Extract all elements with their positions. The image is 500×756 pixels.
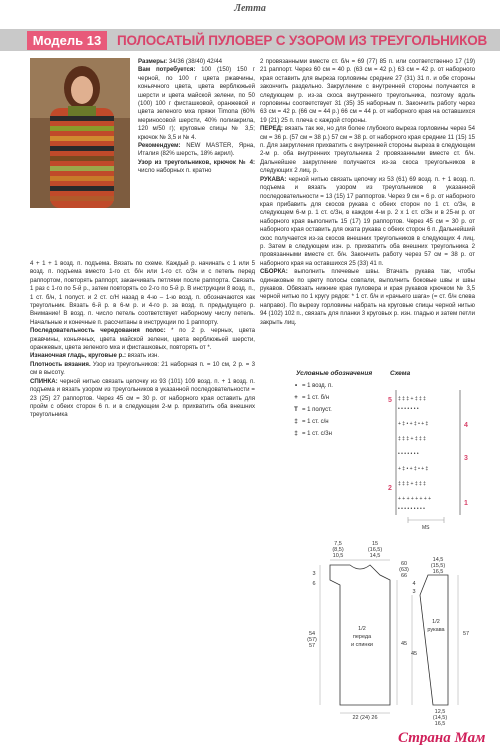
paragraph-purl (30, 352, 255, 360)
dim: 16,5 (434, 721, 446, 727)
dim: (57) (307, 637, 317, 643)
dim: (16,5) (367, 547, 383, 553)
dim: 45 (410, 651, 418, 657)
svg-text:‡ ‡ ‡ + ‡ ‡ ‡: ‡ ‡ ‡ + ‡ ‡ ‡ (398, 481, 426, 487)
paragraph-materials (138, 66, 255, 142)
svg-text:‡ ‡ ‡ + ‡ ‡ ‡: ‡ ‡ ‡ + ‡ ‡ ‡ (398, 396, 426, 402)
text-pattern-start: число наборных п. кратно (138, 167, 212, 175)
svg-text:• • • • • • •: • • • • • • • (398, 451, 419, 457)
right-column (260, 58, 475, 327)
single-crochet-symbol-icon: + (294, 395, 298, 401)
label-materials: Вам потребуется: (138, 66, 196, 74)
legend-label: = 1 ст. с/3н (302, 431, 332, 437)
row-number: 5 (388, 397, 392, 404)
model-number-badge: Модель 13 (27, 31, 107, 50)
svg-text:• • • • • • • • •: • • • • • • • • • (398, 506, 425, 512)
dim: 60 (400, 561, 408, 567)
legend-item-dc (290, 419, 329, 425)
dim: 6 (312, 581, 316, 587)
paragraph-back-cont (260, 58, 475, 125)
text-materials: 100 (150) 150 г черной, по 100 г цвета ржавчины, коньячного цвета, цвета верблюжьей шерсти и цвета майской зелени, по 50 (100) 100 г фисташковой, оранжевой и цвета зеленого мха пряжи Timona (60% мериносовой шерсти, 40% полиакрила, 120 м/50 г); круговые спицы № 3,5; крючок № 3,5 и № 4. (138, 66, 255, 141)
label-front: ПЕРЕД: (260, 125, 283, 133)
legend-label: = 1 ст. с/н (302, 419, 329, 425)
text-front: вязать так же, но для более глубокого выреза горловины через 54 см = 36 р. (57 см = 38 р.) 57 см = 38 р. от наборного края средние 11 (15) 15 п. Для закругления прихватить с внутренней стороны выреза в следующем 2-м р. оба внутренних треугольника 2 провязанными вместе ст. б/н. Дальнейшее закругление получается из-за скоса треугольников в следующих 2 лиц. р. (260, 125, 475, 175)
svg-text:‡ ‡ ‡ + ‡ ‡ ‡: ‡ ‡ ‡ + ‡ ‡ ‡ (398, 436, 426, 442)
paragraph-stripes (30, 327, 255, 352)
legend-item-sc (290, 395, 329, 401)
dim: (63) (399, 567, 409, 573)
body-pattern-diagram (300, 535, 410, 720)
dim: 4 (412, 581, 416, 587)
dim: 7,5 (334, 541, 342, 547)
label-pattern: Узор из треугольников, крючок № 4: (138, 158, 255, 166)
dim: 54 (308, 631, 316, 637)
sleeve-pattern-diagram (408, 555, 478, 730)
dim: 14,5 (369, 553, 381, 559)
dim: 10,5 (332, 553, 344, 559)
diagram-label: 1/2 (358, 626, 366, 632)
text-recommend: NEW MASTER, Ярна, Италия (82% шерсть, 18% акрил). (138, 142, 255, 158)
paragraph-pattern-start (138, 159, 255, 176)
dim: 22 (24) 26 (352, 715, 378, 720)
dim: 3 (312, 571, 316, 577)
dim: 16,5 (432, 569, 444, 575)
label-gauge: Плотность вязания. (30, 360, 91, 368)
text-assembly: выполнить плечевые швы. Втачать рукава так, чтобы одинаковые по цвету полосы совпали, выполнить боковые швы и швы рукавов. Обвязать нижние края пуловера и края рукавов крючком № 3,5 черной нитью по 1 кругу рядов: * 1 ст. б/н и «рачьего шага» (= ст. б/н слева направо). По вырезу горловины набрать на круговые спицы черной нитью 94 (102) 102 п., связать для планки 3 круговых р. изн. гладью и затем петли закрыть лиц. (260, 268, 475, 326)
dim: (15,5) (430, 563, 446, 569)
label-purl: Изнаночная гладь, круговые р.: (30, 352, 126, 360)
text-purl: вязать изн. (125, 352, 160, 360)
article-title: ПОЛОСАТЫЙ ПУЛОВЕР С УЗОРОМ ИЗ ТРЕУГОЛЬНИКОВ (117, 33, 488, 48)
legend-item-tr (290, 431, 332, 437)
row-number: 3 (464, 455, 468, 462)
triple-crochet-symbol-icon: ‡ (294, 431, 298, 437)
dim: 15 (371, 541, 379, 547)
dim: 57 (462, 631, 470, 637)
diagram-label: переда (352, 634, 372, 640)
legend-label: = 1 полуст. (302, 407, 332, 413)
crochet-scheme (388, 380, 478, 530)
text-gauge: Узор из треугольников: 21 наборная п. = 10 см, 2 р. = 3 см в высоту. (30, 360, 255, 377)
paragraph-sleeves (260, 176, 475, 268)
svg-text:+ ‡ • + ‡ • + ‡: + ‡ • + ‡ • + ‡ (398, 466, 429, 472)
legend-label: = 1 возд. п. (302, 383, 333, 389)
label-back: СПИНКА: (30, 377, 58, 385)
svg-text:• • • • • • •: • • • • • • • (398, 406, 419, 412)
chain-symbol-icon: • (294, 383, 298, 389)
site-watermark: Страна Мам (398, 730, 486, 746)
paragraph-front (260, 125, 475, 175)
paragraph-back (30, 378, 255, 420)
dim: (8,5) (332, 547, 344, 553)
paragraph-gauge (30, 361, 255, 378)
diagram-label: 1/2 (432, 619, 440, 625)
dim: 3 (412, 589, 416, 595)
dim: 66 (400, 573, 408, 579)
double-crochet-symbol-icon: ‡ (294, 419, 298, 425)
dim: (14,5) (432, 715, 448, 721)
diagram-label: рукава (427, 627, 445, 633)
blank-area (0, 447, 256, 756)
text-back-cont: 2 провязанными вместе ст. б/н = 69 (77) 85 п. или соответственно 17 (19) 21 раппорт. Через 60 см = 40 р. (63 см = 42 р.) 63 см = 42 р. от наборного края оставить для выреза горловины средние 27 (31) 31 п. и обе стороны закончить раздельно. Закругление с внутренней стороны получается в следующем р. из-за скоса внутреннего треугольника, поэтому вдоль горловины соответствует 31 (35) 35 наборным п. Закончить работу через 63 см = 42 р. (66 см = 44 р.) 66 см = 44 р. от наборного края на оставшихся 19 (21) 25 п. плеча с каждой стороны. (260, 58, 475, 124)
diagram-label: и спинки (351, 642, 373, 648)
dim: 12,5 (434, 709, 446, 715)
left-column-bottom (30, 260, 255, 420)
dim: 14,5 (432, 557, 444, 563)
model-photo (30, 58, 130, 208)
text-back: черной нитью связать цепочку из 93 (101) 109 возд. п. + 1 возд. п. подъема и вязать узором из треугольников в указанной последовательности = 23 (25) 27 раппортов. Через 45 см = 30 р. от наборного края оставить для пройм с обеих сторон 6 п. и в следующем 2-м р. прихватить оба внешних треугольника (30, 377, 255, 419)
legend-title: Условные обозначения (296, 370, 373, 377)
svg-text:+ ‡ • + ‡ • + ‡: + ‡ • + ‡ • + ‡ (398, 421, 429, 427)
paragraph-sizes (138, 58, 255, 66)
row-number: 2 (388, 485, 392, 492)
paragraph-pattern-instructions (30, 260, 255, 327)
text-sizes: 34/36 (38/40) 42/44 (167, 58, 223, 65)
paragraph-assembly (260, 268, 475, 327)
text-stripes: * по 2 р. черных, цвета ржавчины, коньячных, цвета майской зелени, цвета верблюжьей шерсти, оранжевых, цвета зеленого мха и фисташковых, повторять от *. (30, 327, 255, 352)
scheme-title: Схема (390, 370, 411, 377)
text-pattern-instructions: 4 + 1 + 1 возд. п. подъема. Вязать по схеме. Каждый р. начинать с 1 или 5 возд. п. подъема вместо 1-го ст. б/н или 1-го ст. с/3н и с петель перед раппортом, повторять раппорт, заканчивать петлями после раппорта. Связать 1 раз с 1-го по 5-й р., затем повторять со 2-го по 5-й р. В инструкции 8 возд. п., 1 ст. б/н, 1 полуст. и 2 ст. с/Н назад в 4-ю – 1-ю возд. п. обозначаются как треугольник. Вязать 6-й р. в 6-м р. и 4-го р. за возд. п. предыдущего р. Внимание! В возд. п. число петель соответствует наборному числу петель. Начальные и конечные п. рассчитаны в инструкции по 1 раппорту. (30, 260, 255, 326)
paragraph-recommend (138, 142, 255, 159)
legend-label: = 1 ст. б/н (302, 395, 330, 401)
legend-item-chain (290, 383, 333, 389)
dim: 45 (400, 641, 408, 647)
left-column-top (138, 58, 255, 176)
label-sleeves: РУКАВА: (260, 175, 287, 183)
half-double-symbol-icon: T (294, 407, 298, 413)
model-photo-illustration (30, 58, 130, 208)
label-stripes: Последовательность чередования полос: (30, 327, 166, 335)
text-sleeves: черной нитью связать цепочку из 53 (61) 69 возд. п. + 1 возд. п. подъема и вязать узором из треугольников в указанной последовательности = 13 (15) 17 раппортов. Через 9 см = 6 р. от наборного края прибавить для скосов рукава с обеих сторон по 1 ст. с/Зн, в следующем 6-м р. 1 ст. с/Зн, в каждом 4-м р. 2 х 1 ст. с/Зн и в 25-м р. от наборного края выполнить 15 (17) 19 раппортов. Через 45 см = 30 р. от наборного края оставить для оката рукава с обеих сторон 6 п. Дальнейший скос получается из-за скосов внешних треугольников в следующих 4 лиц. р. Затем в следующем изн. р. прихватить оба внешних треугольника 2 провязанными вместе ст. б/н. Закончить работу через 57 см = 38 р. от наборного края на оставшихся 25 (33) 41 п. (260, 175, 475, 267)
label-recommend: Рекомендуем: (138, 142, 181, 150)
label-sizes: Размеры: (138, 58, 168, 65)
dim: 57 (308, 643, 316, 649)
magazine-name: Летта (234, 3, 266, 14)
row-number: 4 (464, 422, 468, 429)
row-number: 1 (464, 500, 468, 507)
svg-text:+ + + + + + + +: + + + + + + + + (398, 496, 432, 502)
label-assembly: СБОРКА: (260, 268, 288, 276)
legend-item-hdc (290, 407, 332, 413)
rapport-label: МS (422, 525, 430, 530)
